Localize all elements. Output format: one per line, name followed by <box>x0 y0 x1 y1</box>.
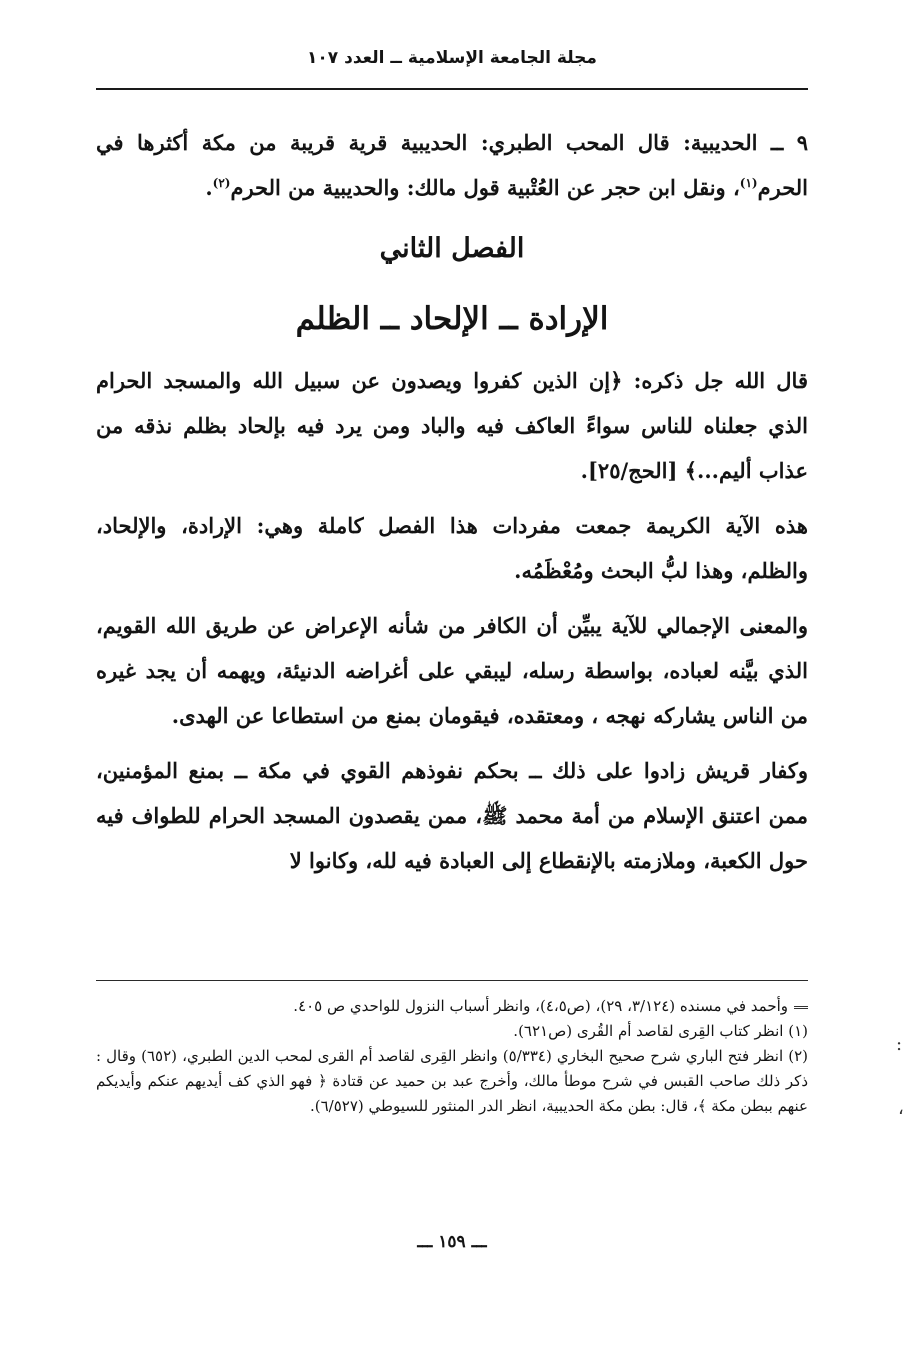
paragraph-9-text-2: ، ونقل ابن حجر عن العُتْبية قول مالك: والحديبية من الحرم <box>230 175 740 200</box>
page-number: ـــ ١٥٩ ـــ <box>417 1232 487 1252</box>
paragraph-9-end: . <box>205 175 213 200</box>
paragraph-9-text: ٩ ــ الحديبية: قال المحب الطبري: الحديبية قرية قريبة من مكة أكثرها في الحرم <box>96 130 808 200</box>
footnote-divider <box>96 980 808 981</box>
paragraph-9 <box>96 120 808 210</box>
footnote-ref-1: (١) <box>739 176 758 190</box>
paragraph-quraysh: وكفار قريش زادوا على ذلك ــ بحكم نفوذهم القوي في مكة ــ بمنع المؤمنين، ممن اعتنق الإسلام من أمة محمد ﷺ، ممن يقصدون المسجد الحرام للطواف فيه حول الكعبة، وملازمته بالإنقطاع إلى العبادة فيه لله، وكانوا لا <box>96 758 808 873</box>
paragraph-verse-summary: هذه الآية الكريمة جمعت مفردات هذا الفصل كاملة وهي: الإرادة، والإلحاد، والظلم، وهذا لبُّ البحث ومُعْظَمُه. <box>96 513 808 583</box>
margin-mark-1: : <box>896 1034 903 1055</box>
footnote-1: (١) انظر كتاب القِرى لقاصد أم القُرى (ص٦٢١). <box>513 1022 808 1040</box>
margin-mark-2: ، <box>898 1098 904 1119</box>
footnotes <box>96 994 808 1119</box>
journal-header: مجلة الجامعة الإسلامية ــ العدد ١٠٧ <box>307 48 597 68</box>
chapter-title: الفصل الثاني <box>379 233 525 264</box>
main-text <box>96 120 808 883</box>
footnote-ref-2: (٢) <box>212 176 231 190</box>
header-divider <box>96 88 808 90</box>
chapter-subtitle: الإرادة ــ الإلحاد ــ الظلم <box>295 301 609 337</box>
footnote-2: (٢) انظر فتح الباري شرح صحيح البخاري (٥/٣٣٤) وانظر القِرى لقاصد أم القرى لمحب الدين الطبري، (٦٥٢) وقال : ذكر ذلك صاحب القبس في شرح موطأ مالك، وأخرج عبد بن حميد عن قتادة ﴿ فهو الذي كف أيديهم عنكم وأيديكم عنهم ببطن مكة ﴾، قال: بطن مكة الحديبية، انظر الدر المنثور للسيوطي (٦/٥٢٧). <box>96 1047 809 1115</box>
continuation-marker <box>794 1006 808 1009</box>
footnote-continued <box>96 994 808 1019</box>
quran-verse-paragraph: قال الله جل ذكره: ﴿إن الذين كفروا ويصدون عن سبيل الله والمسجد الحرام الذي جعلناه للناس سواءً العاكف فيه والباد ومن يرد فيه بإلحاد بظلم نذقه من عذاب أليم...﴾ [الحج/٢٥]. <box>96 368 808 483</box>
paragraph-general-meaning: والمعنى الإجمالي للآية يبيِّن أن الكافر من شأنه الإعراض عن طريق الله القويم، الذي بيَّنه لعباده، بواسطة رسله، ليبقي على أغراضه الدنيئة، ويهمه أن يجد غيره من الناس يشاركه نهجه ، ومعتقده، فيقومان بمنع من استطاعا عن الهدى. <box>96 613 808 728</box>
footnote-continued-text: وأحمد في مسنده (٣/١٢٤، ٢٩)، (ص٤،٥)، وانظر أسباب النزول للواحدي ص ٤٠٥. <box>293 997 788 1015</box>
